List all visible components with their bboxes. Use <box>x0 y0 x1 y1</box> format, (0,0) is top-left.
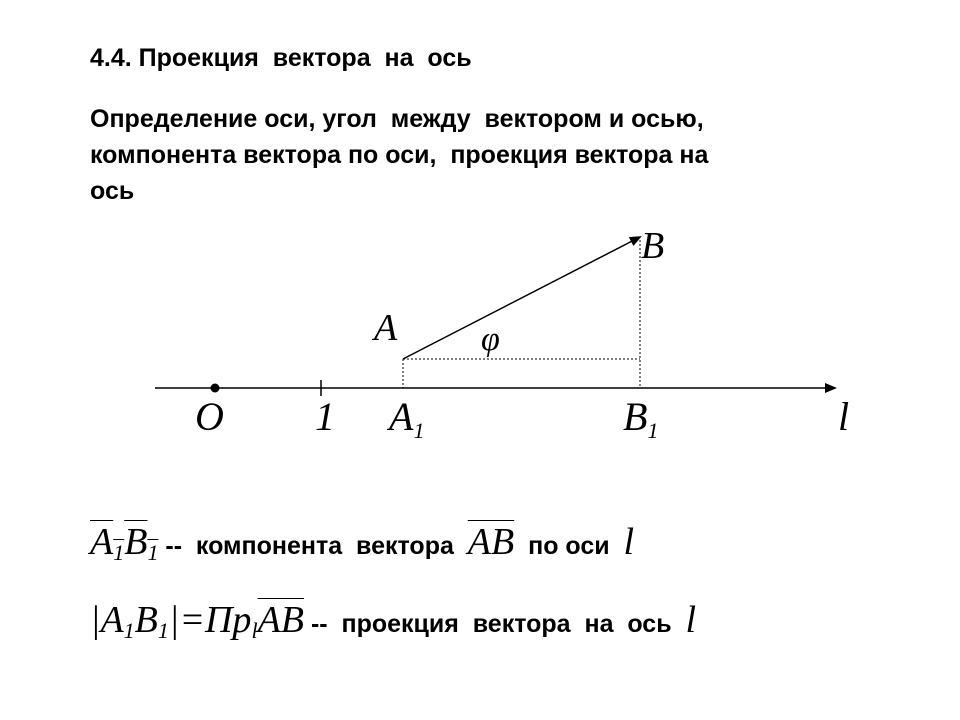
projection-vector-ab: $\overline{AB}$ <box>257 599 304 641</box>
component-b1-sub: 1 <box>147 540 159 565</box>
label-b1-sub: 1 <box>647 418 659 443</box>
label-a1-sub: 1 <box>413 418 425 443</box>
abs-close-equals: |= <box>168 599 205 641</box>
label-a: A <box>374 307 398 349</box>
label-b1-base: B <box>623 394 648 439</box>
component-a1: A <box>90 521 114 563</box>
axis-symbol-2: l <box>685 599 697 641</box>
component-a1-sub: 1 <box>113 540 125 565</box>
projection-a1: A <box>100 599 124 641</box>
projection-a1-sub: 1 <box>123 618 135 643</box>
component-b1: B <box>124 521 148 563</box>
vector-ab-symbol: $\overline{AB}$ <box>467 521 515 563</box>
section-heading: 4.4. Проекция вектора на ось <box>90 44 472 72</box>
projection-definition <box>90 598 696 646</box>
component-definition <box>90 520 634 568</box>
label-a1-base: A <box>389 394 414 439</box>
component-text: -- компонента вектора <box>158 532 468 560</box>
label-axis-l: l <box>838 394 850 439</box>
definition-line-3: ось <box>90 177 135 205</box>
component-a1b1 <box>90 521 158 563</box>
label-b: B <box>641 225 665 267</box>
definition-line-2: компонента вектора по оси, проекция вектора на <box>90 141 709 169</box>
projection-b1-sub: 1 <box>157 618 169 643</box>
label-b1 <box>623 394 658 443</box>
label-origin: O <box>195 394 224 439</box>
label-phi: φ <box>481 321 500 358</box>
projection-b1: B <box>134 599 158 641</box>
definition-line-1: Определение оси, угол между вектором и осью, <box>90 105 704 133</box>
abs-open: | <box>90 599 101 641</box>
projection-operator: Пр <box>204 599 252 641</box>
origin-point <box>211 384 220 393</box>
label-unit: 1 <box>315 394 335 439</box>
projection-text: -- проекция вектора на ось <box>304 610 686 638</box>
label-a1 <box>386 394 424 443</box>
projection-operator-sub: l <box>251 618 258 643</box>
component-text-2: по оси <box>514 532 624 560</box>
vector-ab <box>403 237 640 359</box>
axis-symbol-1: l <box>623 521 635 563</box>
